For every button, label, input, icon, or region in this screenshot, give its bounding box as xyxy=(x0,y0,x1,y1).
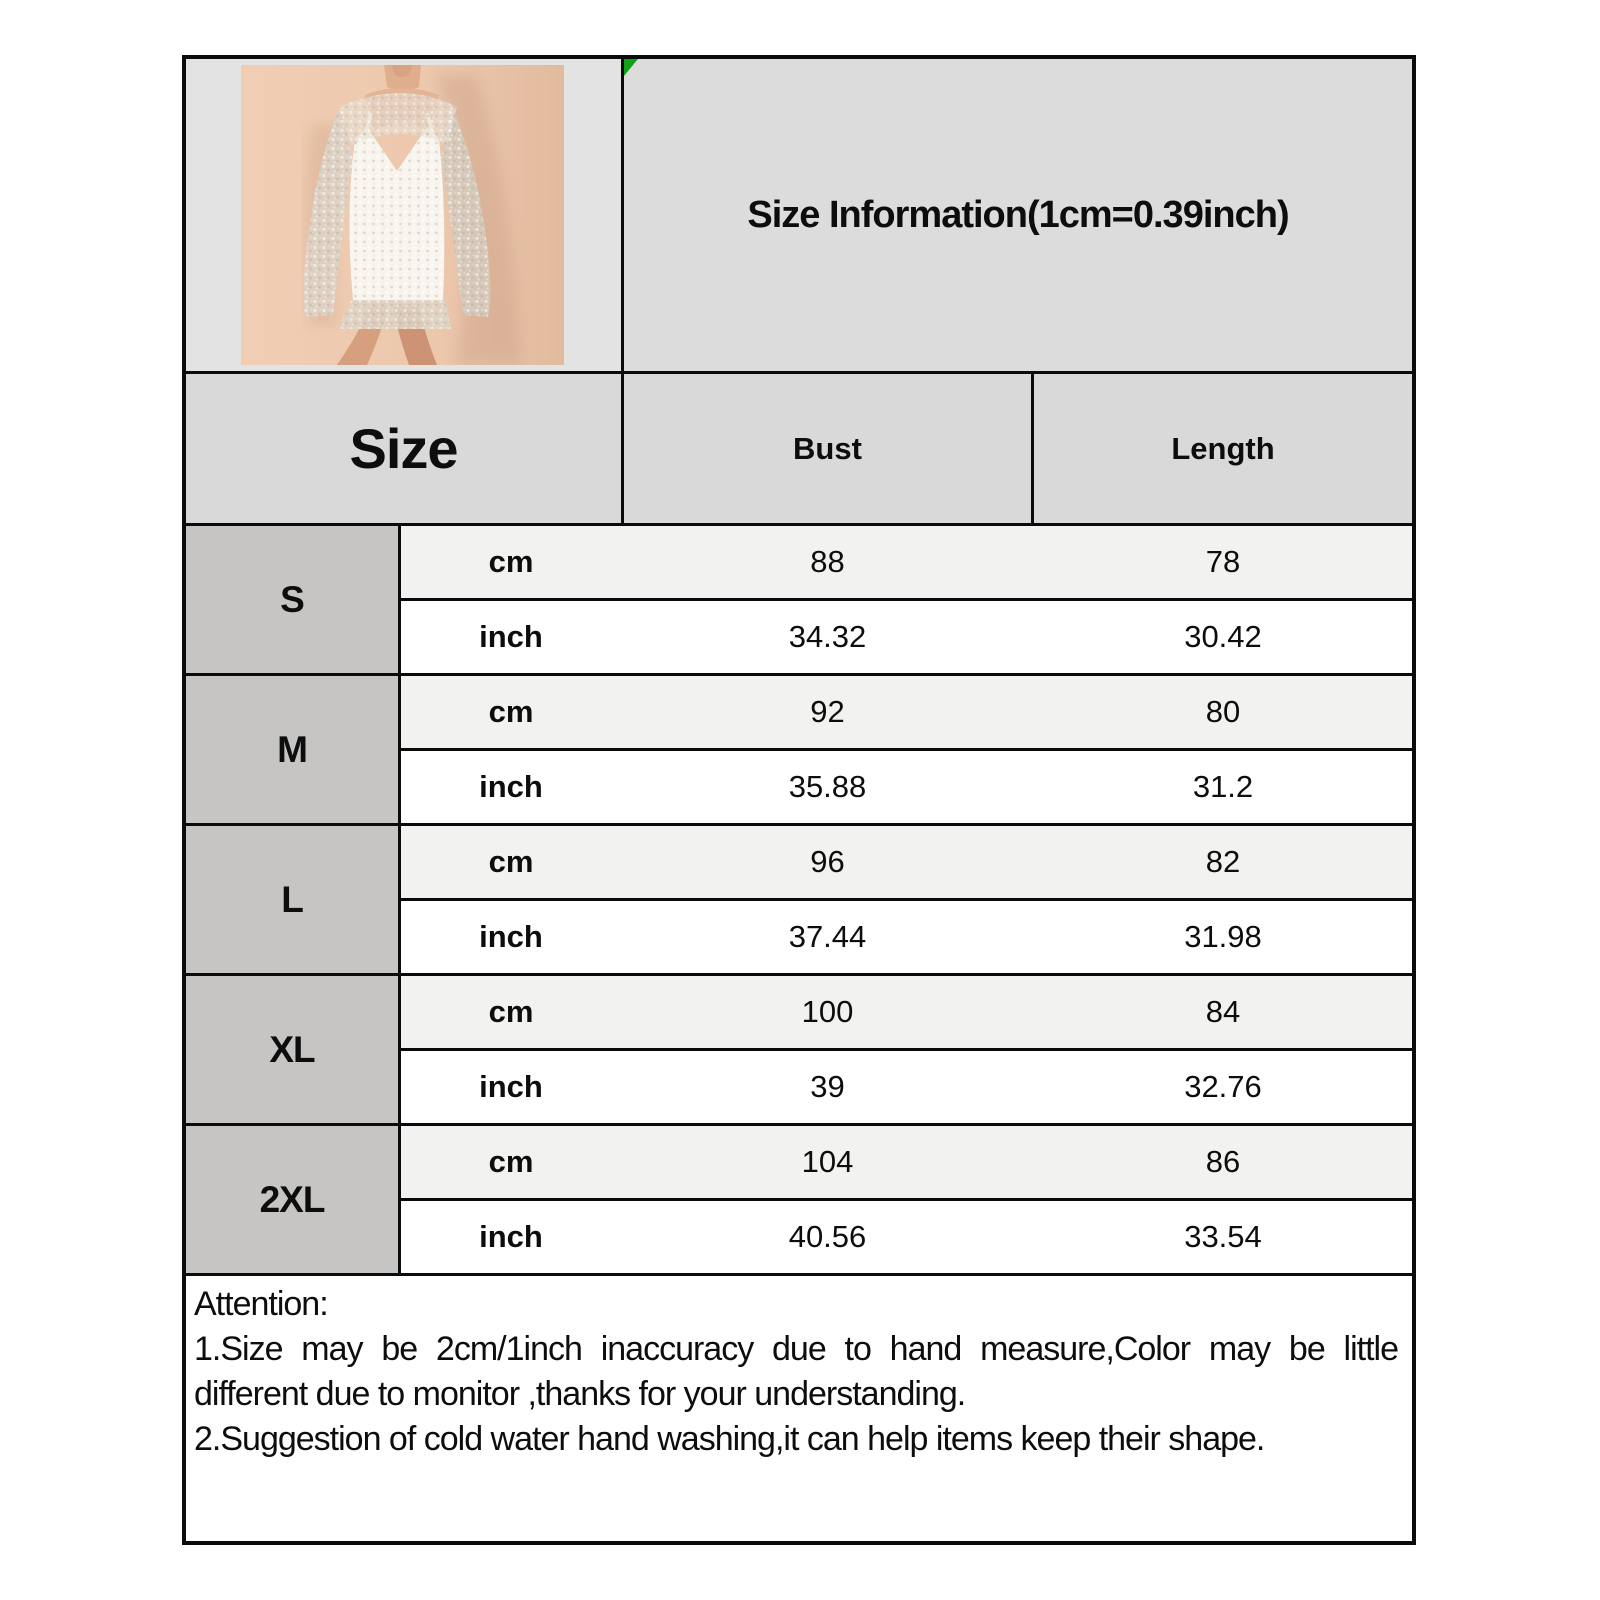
bust-value: 100 xyxy=(624,976,1031,1048)
row-2xl-inch xyxy=(401,1201,1412,1273)
length-value: 86 xyxy=(1034,1126,1412,1198)
column-header-size: Size xyxy=(186,374,621,523)
row-m-cm xyxy=(401,676,1412,748)
length-value: 30.42 xyxy=(1034,601,1412,673)
attention-section xyxy=(186,1276,1412,1541)
bust-value: 88 xyxy=(624,526,1031,598)
bust-value: 37.44 xyxy=(624,901,1031,973)
size-label: M xyxy=(186,676,398,823)
unit-label: inch xyxy=(401,601,621,673)
page-title: Size Information(1cm=0.39inch) xyxy=(747,193,1289,236)
column-header-bust: Bust xyxy=(624,374,1031,523)
green-corner-marker-icon xyxy=(624,59,638,76)
unit-label: cm xyxy=(401,826,621,898)
row-l-inch xyxy=(401,901,1412,973)
length-value: 32.76 xyxy=(1034,1051,1412,1123)
attention-heading: Attention: xyxy=(194,1285,328,1323)
row-s-inch xyxy=(401,601,1412,673)
table-row-xl xyxy=(186,976,1412,1123)
attention-note-2: 2.Suggestion of cold water hand washing,it can help items keep their shape. xyxy=(194,1420,1265,1458)
length-value: 31.98 xyxy=(1034,901,1412,973)
column-header-length: Length xyxy=(1034,374,1412,523)
unit-label: inch xyxy=(401,901,621,973)
top-row xyxy=(186,59,1412,371)
bust-value: 35.88 xyxy=(624,751,1031,823)
unit-label: cm xyxy=(401,676,621,748)
length-value: 84 xyxy=(1034,976,1412,1048)
unit-label: cm xyxy=(401,976,621,1048)
bust-value: 39 xyxy=(624,1051,1031,1123)
unit-label: cm xyxy=(401,1126,621,1198)
row-s-cm xyxy=(401,526,1412,598)
unit-label: inch xyxy=(401,751,621,823)
bust-value: 34.32 xyxy=(624,601,1031,673)
table-header-row xyxy=(186,374,1412,523)
row-xl-cm xyxy=(401,976,1412,1048)
product-photo-cell xyxy=(186,59,621,371)
length-value: 31.2 xyxy=(1034,751,1412,823)
unit-label: inch xyxy=(401,1051,621,1123)
table-row-s xyxy=(186,526,1412,673)
table-row-2xl xyxy=(186,1126,1412,1273)
row-xl-inch xyxy=(401,1051,1412,1123)
product-photo-image xyxy=(241,65,564,365)
length-value: 82 xyxy=(1034,826,1412,898)
length-value: 33.54 xyxy=(1034,1201,1412,1273)
title-cell xyxy=(624,59,1412,371)
size-label: S xyxy=(186,526,398,673)
bust-value: 40.56 xyxy=(624,1201,1031,1273)
length-value: 78 xyxy=(1034,526,1412,598)
unit-label: cm xyxy=(401,526,621,598)
unit-label: inch xyxy=(401,1201,621,1273)
size-label: L xyxy=(186,826,398,973)
attention-note-1: 1.Size may be 2cm/1inch inaccuracy due to hand measure,Color may be little different due to monitor ,thanks for your understanding. xyxy=(194,1330,1398,1413)
length-value: 80 xyxy=(1034,676,1412,748)
bust-value: 104 xyxy=(624,1126,1031,1198)
size-label: 2XL xyxy=(186,1126,398,1273)
bust-value: 92 xyxy=(624,676,1031,748)
table-row-l xyxy=(186,826,1412,973)
row-2xl-cm xyxy=(401,1126,1412,1198)
bust-value: 96 xyxy=(624,826,1031,898)
row-m-inch xyxy=(401,751,1412,823)
size-chart-sheet xyxy=(182,55,1416,1545)
size-label: XL xyxy=(186,976,398,1123)
table-row-m xyxy=(186,676,1412,823)
row-l-cm xyxy=(401,826,1412,898)
